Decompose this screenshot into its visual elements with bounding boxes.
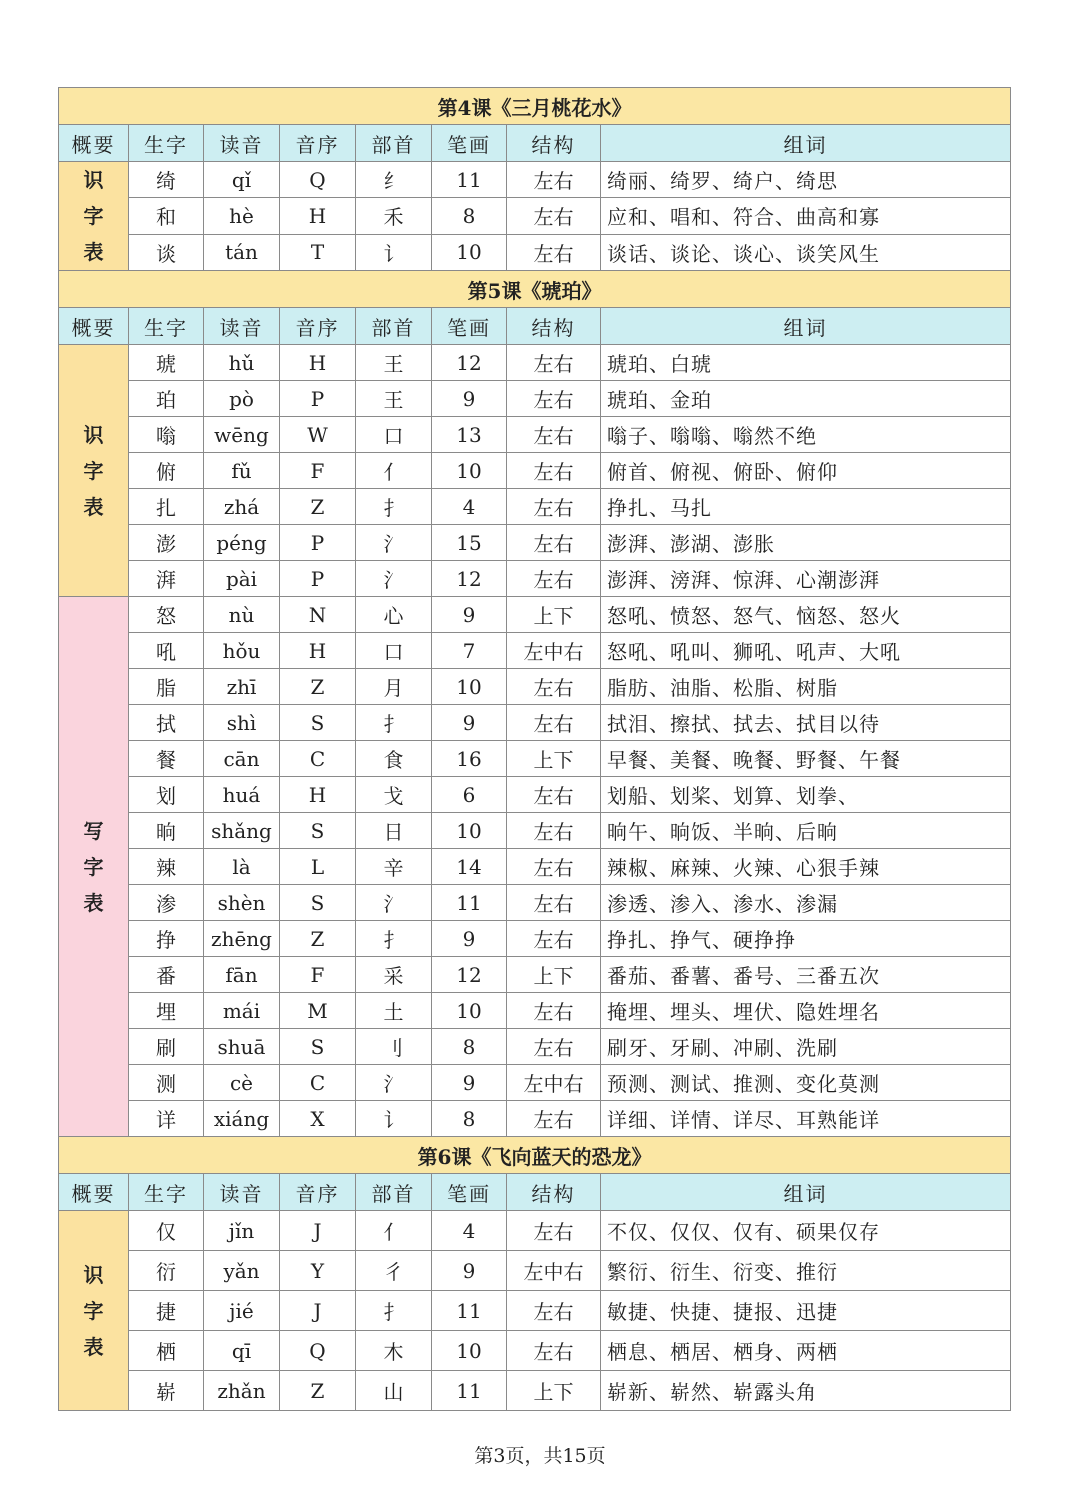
strokes-cell: 10: [432, 453, 507, 489]
structure-cell: 左右: [507, 162, 601, 198]
lesson-title-row: [59, 271, 1011, 308]
char-cell: 番: [129, 957, 204, 993]
column-header: 生字: [129, 1174, 204, 1211]
radical-cell: 氵: [356, 561, 432, 597]
strokes-cell: 4: [432, 1211, 507, 1251]
char-cell: 嗡: [129, 417, 204, 453]
category-cell: [59, 597, 129, 1137]
radical-cell: 扌: [356, 705, 432, 741]
pinyin-cell: yǎn: [204, 1251, 280, 1291]
words-cell: 渗透、渗入、渗水、渗漏: [601, 885, 1011, 921]
category-label: [59, 417, 128, 525]
column-header: 生字: [129, 125, 204, 162]
words-cell: 琥珀、金珀: [601, 381, 1011, 417]
char-cell: 谈: [129, 234, 204, 270]
index-cell: J: [280, 1291, 356, 1331]
char-cell: 渗: [129, 885, 204, 921]
structure-cell: 左右: [507, 345, 601, 381]
char-cell: 捷: [129, 1291, 204, 1331]
lesson-title: 第4课《三月桃花水》: [59, 88, 1011, 125]
char-cell: 衍: [129, 1251, 204, 1291]
char-cell: 测: [129, 1065, 204, 1101]
strokes-cell: 16: [432, 741, 507, 777]
vocabulary-table: [58, 87, 1011, 1411]
structure-cell: 上下: [507, 957, 601, 993]
words-cell: 绮丽、绮罗、绮户、绮思: [601, 162, 1011, 198]
structure-cell: 左右: [507, 381, 601, 417]
char-cell: 仅: [129, 1211, 204, 1251]
index-cell: S: [280, 1029, 356, 1065]
structure-cell: 左右: [507, 453, 601, 489]
category-char: 表: [83, 1334, 104, 1359]
words-cell: 晌午、晌饭、半晌、后晌: [601, 813, 1011, 849]
lesson-title-row: [59, 1137, 1011, 1174]
table-row: [59, 1029, 1011, 1065]
pinyin-cell: cè: [204, 1065, 280, 1101]
strokes-cell: 9: [432, 921, 507, 957]
pinyin-cell: zhēng: [204, 921, 280, 957]
pinyin-cell: jié: [204, 1291, 280, 1331]
words-cell: 俯首、俯视、俯卧、俯仰: [601, 453, 1011, 489]
strokes-cell: 10: [432, 669, 507, 705]
char-cell: 脂: [129, 669, 204, 705]
table-row: [59, 633, 1011, 669]
index-cell: W: [280, 417, 356, 453]
radical-cell: 亻: [356, 1211, 432, 1251]
words-cell: 谈话、谈论、谈心、谈笑风生: [601, 234, 1011, 270]
index-cell: Z: [280, 669, 356, 705]
radical-cell: 日: [356, 813, 432, 849]
pinyin-cell: mái: [204, 993, 280, 1029]
radical-cell: 亻: [356, 453, 432, 489]
category-label: [59, 1257, 128, 1365]
table-row: [59, 198, 1011, 234]
column-header: 音序: [280, 125, 356, 162]
table-row: [59, 813, 1011, 849]
table-row: [59, 957, 1011, 993]
table-row: [59, 561, 1011, 597]
pinyin-cell: huá: [204, 777, 280, 813]
char-cell: 刷: [129, 1029, 204, 1065]
pinyin-cell: xiáng: [204, 1101, 280, 1137]
radical-cell: 扌: [356, 489, 432, 525]
index-cell: S: [280, 705, 356, 741]
strokes-cell: 11: [432, 1291, 507, 1331]
category-char: 表: [83, 240, 104, 264]
strokes-cell: 4: [432, 489, 507, 525]
pinyin-cell: fǔ: [204, 453, 280, 489]
pinyin-cell: hǔ: [204, 345, 280, 381]
char-cell: 扎: [129, 489, 204, 525]
radical-cell: 木: [356, 1331, 432, 1371]
column-header: 部首: [356, 125, 432, 162]
char-cell: 澎: [129, 525, 204, 561]
lesson-title: 第5课《琥珀》: [59, 271, 1011, 308]
strokes-cell: 15: [432, 525, 507, 561]
pinyin-cell: là: [204, 849, 280, 885]
table-row: [59, 453, 1011, 489]
structure-cell: 左右: [507, 417, 601, 453]
strokes-cell: 11: [432, 885, 507, 921]
table-row: [59, 381, 1011, 417]
pinyin-cell: péng: [204, 525, 280, 561]
strokes-cell: 9: [432, 1251, 507, 1291]
pinyin-cell: qǐ: [204, 162, 280, 198]
words-cell: 不仅、仅仅、仅有、硕果仅存: [601, 1211, 1011, 1251]
radical-cell: 王: [356, 381, 432, 417]
radical-cell: 戈: [356, 777, 432, 813]
radical-cell: 扌: [356, 921, 432, 957]
category-char: 字: [83, 458, 104, 483]
char-cell: 湃: [129, 561, 204, 597]
page-footer: 第3页，共15页: [474, 1445, 606, 1467]
char-cell: 俯: [129, 453, 204, 489]
pinyin-cell: shǎng: [204, 813, 280, 849]
structure-cell: 左右: [507, 849, 601, 885]
structure-cell: 左右: [507, 813, 601, 849]
column-header: 组词: [601, 308, 1011, 345]
words-cell: 怒吼、吼叫、狮吼、吼声、大吼: [601, 633, 1011, 669]
radical-cell: 禾: [356, 198, 432, 234]
table-row: [59, 777, 1011, 813]
column-header: 部首: [356, 1174, 432, 1211]
radical-cell: 心: [356, 597, 432, 633]
category-char: 识: [83, 1262, 104, 1287]
table-row: [59, 345, 1011, 381]
strokes-cell: 8: [432, 1029, 507, 1065]
header-row: [59, 308, 1011, 345]
column-header: 音序: [280, 1174, 356, 1211]
category-char: 表: [83, 890, 104, 915]
char-cell: 辣: [129, 849, 204, 885]
category-cell: [59, 1211, 129, 1411]
column-header: 结构: [507, 308, 601, 345]
pinyin-cell: shì: [204, 705, 280, 741]
category-label: [59, 162, 128, 270]
strokes-cell: 10: [432, 1331, 507, 1371]
words-cell: 刷牙、牙刷、冲刷、洗刷: [601, 1029, 1011, 1065]
structure-cell: 左中右: [507, 1251, 601, 1291]
index-cell: Y: [280, 1251, 356, 1291]
table-row: [59, 1291, 1011, 1331]
structure-cell: 左中右: [507, 1065, 601, 1101]
words-cell: 辣椒、麻辣、火辣、心狠手辣: [601, 849, 1011, 885]
index-cell: J: [280, 1211, 356, 1251]
words-cell: 番茄、番薯、番号、三番五次: [601, 957, 1011, 993]
strokes-cell: 12: [432, 345, 507, 381]
words-cell: 拭泪、擦拭、拭去、拭目以待: [601, 705, 1011, 741]
table-row: [59, 525, 1011, 561]
structure-cell: 左右: [507, 1029, 601, 1065]
index-cell: F: [280, 957, 356, 993]
pinyin-cell: shuā: [204, 1029, 280, 1065]
radical-cell: 食: [356, 741, 432, 777]
char-cell: 晌: [129, 813, 204, 849]
table-row: [59, 489, 1011, 525]
table-row: [59, 885, 1011, 921]
index-cell: M: [280, 993, 356, 1029]
table-row: [59, 162, 1011, 198]
radical-cell: 扌: [356, 1291, 432, 1331]
category-cell: [59, 345, 129, 597]
index-cell: T: [280, 234, 356, 270]
index-cell: P: [280, 381, 356, 417]
column-header: 概要: [59, 125, 129, 162]
table-row: [59, 993, 1011, 1029]
char-cell: 和: [129, 198, 204, 234]
structure-cell: 左中右: [507, 633, 601, 669]
words-cell: 崭新、崭然、崭露头角: [601, 1371, 1011, 1411]
strokes-cell: 9: [432, 381, 507, 417]
structure-cell: 左右: [507, 885, 601, 921]
index-cell: Z: [280, 921, 356, 957]
structure-cell: 左右: [507, 777, 601, 813]
words-cell: 澎湃、澎湖、澎胀: [601, 525, 1011, 561]
words-cell: 敏捷、快捷、捷报、迅捷: [601, 1291, 1011, 1331]
words-cell: 挣扎、挣气、硬挣挣: [601, 921, 1011, 957]
pinyin-cell: nù: [204, 597, 280, 633]
pinyin-cell: zhá: [204, 489, 280, 525]
index-cell: N: [280, 597, 356, 633]
strokes-cell: 9: [432, 597, 507, 633]
strokes-cell: 12: [432, 561, 507, 597]
char-cell: 怒: [129, 597, 204, 633]
structure-cell: 左右: [507, 1101, 601, 1137]
char-cell: 划: [129, 777, 204, 813]
category-char: 写: [83, 818, 104, 843]
char-cell: 拭: [129, 705, 204, 741]
radical-cell: 讠: [356, 1101, 432, 1137]
char-cell: 埋: [129, 993, 204, 1029]
category-char: 表: [83, 494, 104, 519]
header-row: [59, 125, 1011, 162]
char-cell: 吼: [129, 633, 204, 669]
strokes-cell: 11: [432, 162, 507, 198]
structure-cell: 左右: [507, 561, 601, 597]
table-row: [59, 234, 1011, 270]
strokes-cell: 7: [432, 633, 507, 669]
radical-cell: 土: [356, 993, 432, 1029]
words-cell: 详细、详情、详尽、耳熟能详: [601, 1101, 1011, 1137]
structure-cell: 上下: [507, 741, 601, 777]
strokes-cell: 10: [432, 234, 507, 270]
char-cell: 珀: [129, 381, 204, 417]
strokes-cell: 8: [432, 198, 507, 234]
table-row: [59, 1251, 1011, 1291]
words-cell: 应和、唱和、符合、曲高和寡: [601, 198, 1011, 234]
radical-cell: 山: [356, 1371, 432, 1411]
pinyin-cell: hǒu: [204, 633, 280, 669]
category-cell: [59, 162, 129, 271]
radical-cell: 讠: [356, 234, 432, 270]
pinyin-cell: jǐn: [204, 1211, 280, 1251]
category-char: 字: [83, 204, 104, 228]
pinyin-cell: wēng: [204, 417, 280, 453]
column-header: 组词: [601, 125, 1011, 162]
column-header: 笔画: [432, 308, 507, 345]
structure-cell: 左右: [507, 525, 601, 561]
index-cell: F: [280, 453, 356, 489]
table-row: [59, 417, 1011, 453]
index-cell: X: [280, 1101, 356, 1137]
table-row: [59, 921, 1011, 957]
column-header: 笔画: [432, 125, 507, 162]
index-cell: Z: [280, 1371, 356, 1411]
pinyin-cell: tán: [204, 234, 280, 270]
structure-cell: 左右: [507, 921, 601, 957]
words-cell: 繁衍、衍生、衍变、推衍: [601, 1251, 1011, 1291]
column-header: 音序: [280, 308, 356, 345]
char-cell: 琥: [129, 345, 204, 381]
words-cell: 划船、划桨、划算、划拳、: [601, 777, 1011, 813]
structure-cell: 左右: [507, 1211, 601, 1251]
strokes-cell: 13: [432, 417, 507, 453]
radical-cell: 采: [356, 957, 432, 993]
radical-cell: 月: [356, 669, 432, 705]
radical-cell: 辛: [356, 849, 432, 885]
words-cell: 琥珀、白琥: [601, 345, 1011, 381]
words-cell: 掩埋、埋头、埋伏、隐姓埋名: [601, 993, 1011, 1029]
table-row: [59, 1211, 1011, 1251]
structure-cell: 左右: [507, 993, 601, 1029]
pinyin-cell: cān: [204, 741, 280, 777]
strokes-cell: 14: [432, 849, 507, 885]
strokes-cell: 10: [432, 993, 507, 1029]
table-row: [59, 1371, 1011, 1411]
index-cell: H: [280, 345, 356, 381]
index-cell: H: [280, 633, 356, 669]
pinyin-cell: fān: [204, 957, 280, 993]
strokes-cell: 11: [432, 1371, 507, 1411]
index-cell: L: [280, 849, 356, 885]
structure-cell: 上下: [507, 597, 601, 633]
strokes-cell: 6: [432, 777, 507, 813]
column-header: 组词: [601, 1174, 1011, 1211]
structure-cell: 左右: [507, 489, 601, 525]
pinyin-cell: hè: [204, 198, 280, 234]
column-header: 部首: [356, 308, 432, 345]
words-cell: 预测、测试、推测、变化莫测: [601, 1065, 1011, 1101]
structure-cell: 左右: [507, 1291, 601, 1331]
radical-cell: 纟: [356, 162, 432, 198]
index-cell: P: [280, 525, 356, 561]
words-cell: 嗡子、嗡嗡、嗡然不绝: [601, 417, 1011, 453]
column-header: 概要: [59, 1174, 129, 1211]
strokes-cell: 12: [432, 957, 507, 993]
radical-cell: 口: [356, 417, 432, 453]
category-char: 识: [83, 168, 104, 192]
index-cell: Q: [280, 1331, 356, 1371]
table-row: [59, 705, 1011, 741]
table-row: [59, 1331, 1011, 1371]
column-header: 读音: [204, 1174, 280, 1211]
index-cell: C: [280, 741, 356, 777]
index-cell: Q: [280, 162, 356, 198]
char-cell: 绮: [129, 162, 204, 198]
radical-cell: 刂: [356, 1029, 432, 1065]
char-cell: 崭: [129, 1371, 204, 1411]
index-cell: Z: [280, 489, 356, 525]
table-row: [59, 669, 1011, 705]
header-row: [59, 1174, 1011, 1211]
column-header: 笔画: [432, 1174, 507, 1211]
index-cell: S: [280, 885, 356, 921]
column-header: 读音: [204, 125, 280, 162]
table-row: [59, 849, 1011, 885]
strokes-cell: 9: [432, 705, 507, 741]
structure-cell: 左右: [507, 669, 601, 705]
structure-cell: 左右: [507, 198, 601, 234]
words-cell: 挣扎、马扎: [601, 489, 1011, 525]
strokes-cell: 10: [432, 813, 507, 849]
char-cell: 详: [129, 1101, 204, 1137]
index-cell: H: [280, 777, 356, 813]
lesson-title: 第6课《飞向蓝天的恐龙》: [59, 1137, 1011, 1174]
strokes-cell: 9: [432, 1065, 507, 1101]
table-row: [59, 741, 1011, 777]
table-row: [59, 597, 1011, 633]
pinyin-cell: zhī: [204, 669, 280, 705]
index-cell: P: [280, 561, 356, 597]
words-cell: 怒吼、愤怒、怒气、恼怒、怒火: [601, 597, 1011, 633]
radical-cell: 氵: [356, 525, 432, 561]
structure-cell: 左右: [507, 1331, 601, 1371]
pinyin-cell: pò: [204, 381, 280, 417]
radical-cell: 氵: [356, 1065, 432, 1101]
words-cell: 脂肪、油脂、松脂、树脂: [601, 669, 1011, 705]
column-header: 概要: [59, 308, 129, 345]
strokes-cell: 8: [432, 1101, 507, 1137]
pinyin-cell: qī: [204, 1331, 280, 1371]
category-char: 字: [83, 854, 104, 879]
pinyin-cell: pài: [204, 561, 280, 597]
words-cell: 澎湃、滂湃、惊湃、心潮澎湃: [601, 561, 1011, 597]
index-cell: S: [280, 813, 356, 849]
column-header: 生字: [129, 308, 204, 345]
structure-cell: 上下: [507, 1371, 601, 1411]
category-label: [59, 813, 128, 921]
pinyin-cell: zhǎn: [204, 1371, 280, 1411]
pinyin-cell: shèn: [204, 885, 280, 921]
char-cell: 餐: [129, 741, 204, 777]
table-row: [59, 1101, 1011, 1137]
structure-cell: 左右: [507, 705, 601, 741]
radical-cell: 氵: [356, 885, 432, 921]
table-row: [59, 1065, 1011, 1101]
radical-cell: 王: [356, 345, 432, 381]
words-cell: 栖息、栖居、栖身、两栖: [601, 1331, 1011, 1371]
category-char: 识: [83, 422, 104, 447]
column-header: 结构: [507, 125, 601, 162]
index-cell: C: [280, 1065, 356, 1101]
index-cell: H: [280, 198, 356, 234]
radical-cell: 口: [356, 633, 432, 669]
column-header: 读音: [204, 308, 280, 345]
radical-cell: 彳: [356, 1251, 432, 1291]
lesson-title-row: [59, 88, 1011, 125]
char-cell: 挣: [129, 921, 204, 957]
words-cell: 早餐、美餐、晚餐、野餐、午餐: [601, 741, 1011, 777]
category-char: 字: [83, 1298, 104, 1323]
structure-cell: 左右: [507, 234, 601, 270]
char-cell: 栖: [129, 1331, 204, 1371]
column-header: 结构: [507, 1174, 601, 1211]
